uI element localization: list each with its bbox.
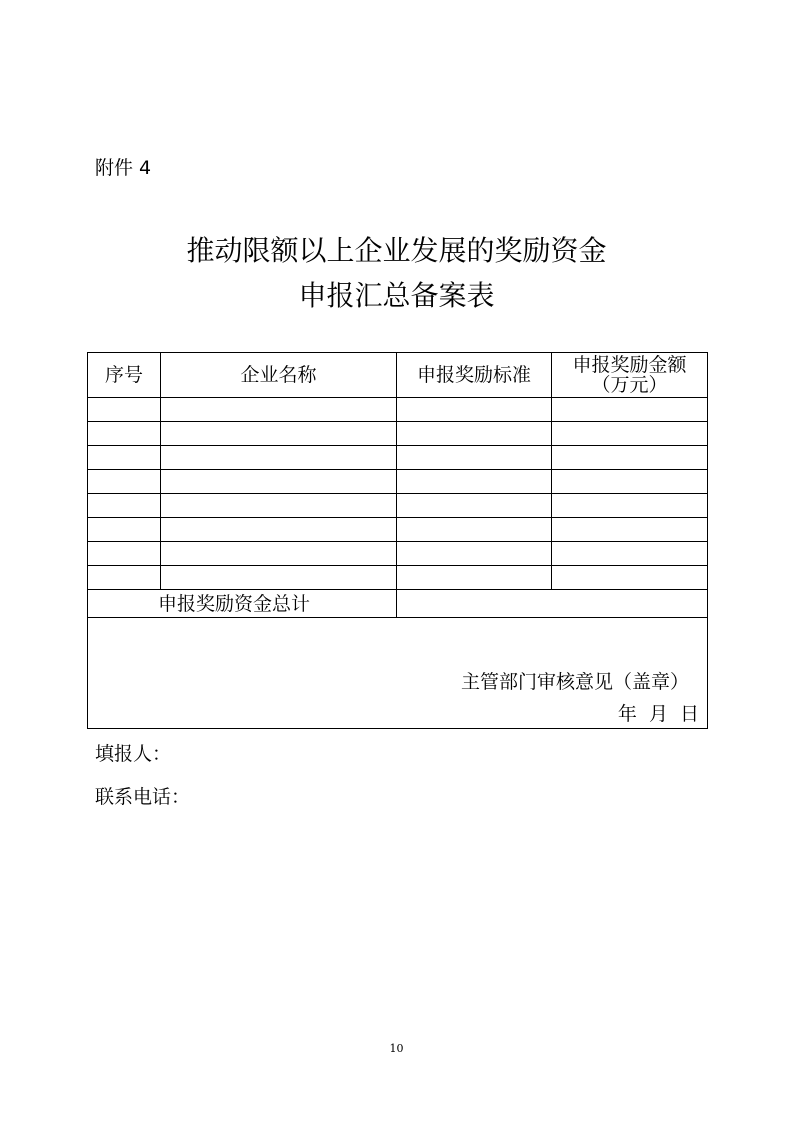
amount-cell[interactable] — [552, 446, 708, 470]
table-header-row — [88, 353, 708, 398]
amount-cell[interactable] — [552, 470, 708, 494]
index-cell[interactable] — [88, 398, 161, 422]
index-cell[interactable] — [88, 518, 161, 542]
total-row — [88, 590, 708, 618]
standard-cell[interactable] — [397, 422, 552, 446]
filing-table — [87, 352, 708, 729]
opinion-row — [88, 618, 708, 729]
table-row — [88, 518, 708, 542]
opinion-cell[interactable] — [88, 618, 708, 729]
amount-cell[interactable] — [552, 566, 708, 590]
header-amount — [552, 353, 708, 398]
company-cell[interactable] — [161, 518, 397, 542]
table-row — [88, 398, 708, 422]
header-standard: 申报奖励标准 — [397, 353, 552, 398]
standard-cell[interactable] — [397, 494, 552, 518]
company-cell[interactable] — [161, 494, 397, 518]
standard-cell[interactable] — [397, 446, 552, 470]
filler-label: 填报人： — [95, 743, 172, 765]
document-title-line1: 推动限额以上企业发展的奖励资金 — [186, 234, 607, 267]
standard-cell[interactable] — [397, 542, 552, 566]
page-number: 10 — [389, 1042, 404, 1055]
index-cell[interactable] — [88, 470, 161, 494]
amount-cell[interactable] — [552, 518, 708, 542]
amount-cell[interactable] — [552, 422, 708, 446]
header-amount-line1: 申报奖励金额 — [572, 354, 687, 376]
date-label: 年 月 日 — [617, 703, 699, 725]
amount-cell[interactable] — [552, 494, 708, 518]
table-row — [88, 542, 708, 566]
company-cell[interactable] — [161, 542, 397, 566]
index-cell[interactable] — [88, 542, 161, 566]
table-row — [88, 566, 708, 590]
index-cell[interactable] — [88, 566, 161, 590]
standard-cell[interactable] — [397, 566, 552, 590]
company-cell[interactable] — [161, 422, 397, 446]
table-row — [88, 446, 708, 470]
document-title-line2: 申报汇总备案表 — [298, 279, 495, 312]
amount-cell[interactable] — [552, 398, 708, 422]
attachment-label: 附件 4 — [95, 157, 152, 179]
index-cell[interactable] — [88, 446, 161, 470]
table-row — [88, 470, 708, 494]
index-cell[interactable] — [88, 494, 161, 518]
company-cell[interactable] — [161, 398, 397, 422]
standard-cell[interactable] — [397, 470, 552, 494]
company-cell[interactable] — [161, 470, 397, 494]
company-cell[interactable] — [161, 446, 397, 470]
table-row — [88, 422, 708, 446]
phone-label: 联系电话： — [95, 786, 191, 808]
standard-cell[interactable] — [397, 518, 552, 542]
total-label: 申报奖励资金总计 — [88, 590, 397, 618]
header-index: 序号 — [88, 353, 161, 398]
opinion-label: 主管部门审核意见（盖章） — [460, 671, 689, 693]
index-cell[interactable] — [88, 422, 161, 446]
header-company: 企业名称 — [161, 353, 397, 398]
total-value-cell[interactable] — [397, 590, 708, 618]
company-cell[interactable] — [161, 566, 397, 590]
header-amount-line2: （万元） — [591, 374, 668, 396]
table-row — [88, 494, 708, 518]
standard-cell[interactable] — [397, 398, 552, 422]
amount-cell[interactable] — [552, 542, 708, 566]
